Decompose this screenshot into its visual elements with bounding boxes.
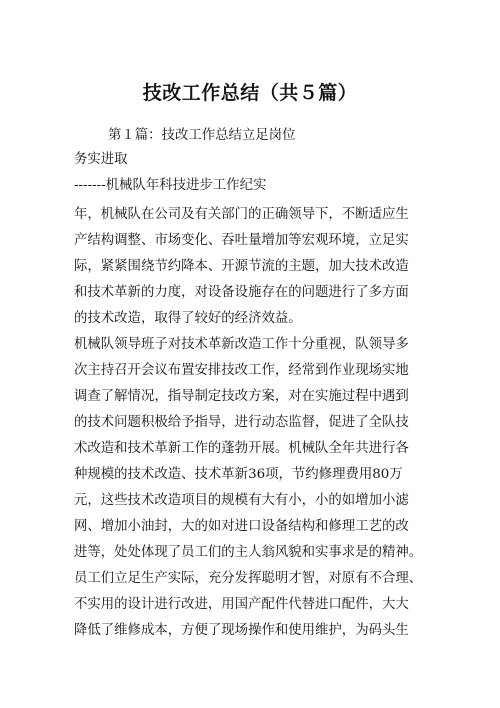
body-line: 的技术问题积极给予指导，进行动态监督，促进了全队技 (74, 415, 409, 430)
section-heading-continued: 务实进取 (74, 152, 128, 167)
body-line: 员工们立足生产实际，充分发挥聪明才智，对原有不合理、 (74, 571, 423, 586)
body-line: 产结构调整、市场变化、吞吐量增加等宏观环境，立足实 (74, 233, 409, 248)
document-title: 技改工作总结（共５篇） (142, 82, 358, 104)
body-line: 调查了解情况，指导制定技改方案，对在实施过程中遇到 (74, 389, 409, 404)
body-line: 网、增加小油封，大的如对进口设备结构和修理工艺的改 (74, 519, 409, 534)
body-line: 年，机械队在公司及有关部门的正确领导下，不断适应生 (74, 207, 409, 222)
section-heading: 第１篇：技改工作总结立足岗位 (108, 128, 296, 143)
body-line: 种规模的技术改造、技术革新36项，节约修理费用80万 (74, 467, 403, 482)
subtitle-line: -------机械队年科技进步工作纪实 (74, 178, 267, 193)
body-line: 不实用的设计进行改进，用国产配件代替进口配件，大大 (74, 597, 409, 612)
body-line: 降低了维修成本，方便了现场操作和使用维护，为码头生 (74, 623, 409, 638)
body-line: 元，这些技术改造项目的规模有大有小，小的如增加小滤 (74, 493, 409, 508)
body-line: 术改造和技术革新工作的蓬勃开展。机械队全年共进行各 (74, 441, 409, 456)
body-line: 的技术改造，取得了较好的经济效益。 (74, 311, 302, 326)
body-line: 机械队领导班子对技术革新改造工作十分重视，队领导多 (74, 337, 409, 352)
body-line: 和技术革新的力度，对设备设施存在的问题进行了多方面 (74, 285, 409, 300)
body-line: 际，紧紧围绕节约降本、开源节流的主题，加大技术改造 (74, 259, 409, 274)
body-line: 进等，处处体现了员工们的主人翁风貌和实事求是的精神。 (74, 545, 423, 560)
body-line: 次主持召开会议布置安排技改工作，经常到作业现场实地 (74, 363, 409, 378)
